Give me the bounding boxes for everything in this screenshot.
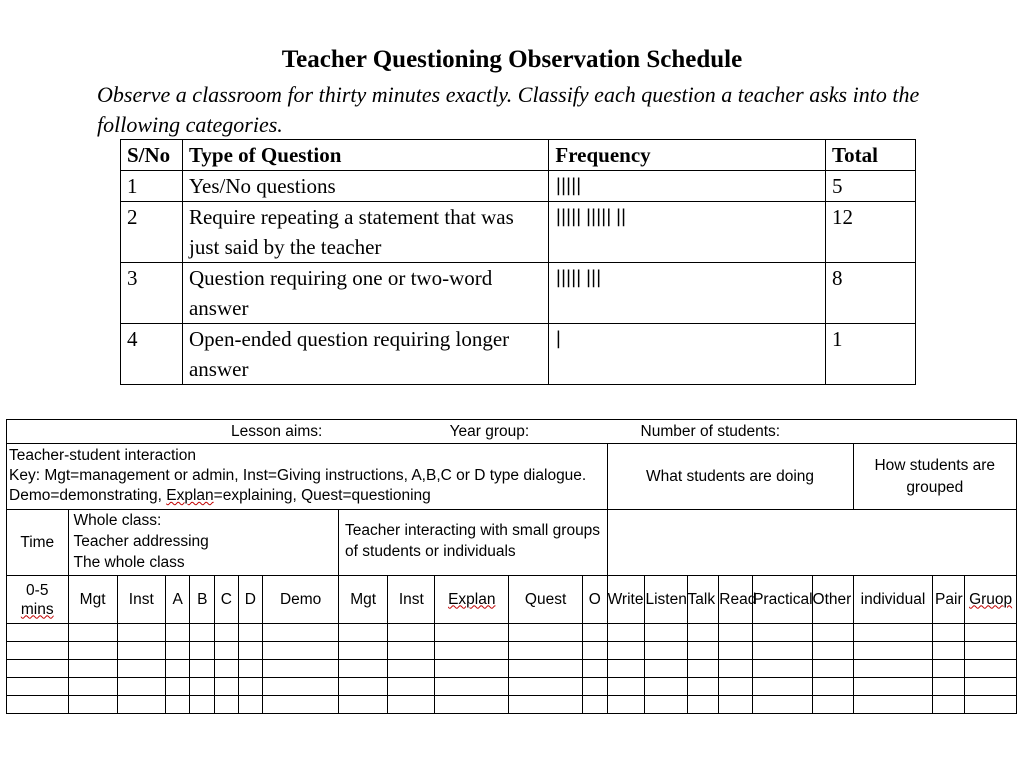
number-of-students-label: Number of students: xyxy=(640,422,781,440)
row-type: Open-ended question requiring longer answer xyxy=(182,324,548,385)
column-header-row xyxy=(7,576,1017,624)
row-total: 5 xyxy=(826,171,916,202)
grid-cell xyxy=(509,624,583,642)
grid-cell xyxy=(435,696,509,714)
instructions-text: Observe a classroom for thirty minutes exactly. Classify each question a teacher asks into the following categories. xyxy=(97,82,920,137)
table-header-row xyxy=(121,140,916,171)
grid-cell xyxy=(190,624,215,642)
col-group-label: Gruop xyxy=(969,590,1013,608)
grid-cell xyxy=(607,678,645,696)
key-explan-text: Explan xyxy=(166,487,214,504)
grid-cell xyxy=(645,696,687,714)
whole-class-line-1: Whole class: xyxy=(73,512,162,529)
whole-class-line-3: The whole class xyxy=(73,554,185,571)
grid-cell xyxy=(238,624,263,642)
grid-cell xyxy=(812,624,853,642)
page-title: Teacher Questioning Observation Schedule xyxy=(281,46,743,73)
row-frequency-tally: ||||| ||| xyxy=(549,263,826,324)
grid-cell xyxy=(509,678,583,696)
row-type: Yes/No questions xyxy=(182,171,548,202)
table-row xyxy=(7,624,1017,642)
grid-cell xyxy=(933,624,965,642)
row-total: 12 xyxy=(826,202,916,263)
col-pair: Pair xyxy=(933,576,965,624)
grid-cell xyxy=(339,660,388,678)
table-row xyxy=(7,696,1017,714)
year-group-label: Year group: xyxy=(449,422,530,440)
time-first-interval xyxy=(7,576,69,624)
grid-cell xyxy=(753,696,812,714)
grid-cell xyxy=(435,678,509,696)
col-listen: Listen xyxy=(645,576,687,624)
grid-cell xyxy=(933,642,965,660)
lesson-aims-label: Lesson aims: xyxy=(231,422,323,440)
col-a: A xyxy=(165,576,190,624)
col-inst-small: Inst xyxy=(388,576,435,624)
col-other: Other xyxy=(812,576,853,624)
col-b: B xyxy=(190,576,215,624)
grid-cell xyxy=(388,678,435,696)
table-row xyxy=(121,263,916,324)
grid-cell xyxy=(68,696,117,714)
grid-cell xyxy=(719,660,753,678)
section-header-row xyxy=(7,510,1017,576)
interaction-title: Teacher-student interaction xyxy=(9,447,196,464)
whole-class-line-2: Teacher addressing xyxy=(73,533,209,550)
row-total: 1 xyxy=(826,324,916,385)
table-row xyxy=(7,642,1017,660)
grid-cell xyxy=(7,624,69,642)
grid-cell xyxy=(687,696,719,714)
row-frequency-tally: | xyxy=(549,324,826,385)
grid-cell xyxy=(339,678,388,696)
header-type: Type of Question xyxy=(182,140,548,171)
grid-cell xyxy=(853,642,933,660)
table-row xyxy=(121,324,916,385)
grid-cell xyxy=(853,678,933,696)
key-row xyxy=(7,444,1017,510)
col-group xyxy=(965,576,1017,624)
row-frequency-tally: ||||| xyxy=(549,171,826,202)
grid-cell xyxy=(645,660,687,678)
grid-cell xyxy=(853,660,933,678)
grid-cell xyxy=(645,624,687,642)
grid-cell xyxy=(68,624,117,642)
grid-cell xyxy=(687,660,719,678)
grid-cell xyxy=(509,660,583,678)
grid-cell xyxy=(753,678,812,696)
grid-cell xyxy=(607,660,645,678)
grid-cell xyxy=(687,624,719,642)
row-frequency-tally: ||||| ||||| || xyxy=(549,202,826,263)
grid-cell xyxy=(435,642,509,660)
grid-cell xyxy=(719,642,753,660)
grid-cell xyxy=(965,624,1017,642)
row-sno: 3 xyxy=(121,263,183,324)
grid-cell xyxy=(215,696,239,714)
grid-cell xyxy=(190,660,215,678)
col-quest: Quest xyxy=(509,576,583,624)
what-students-doing-header: What students are doing xyxy=(607,444,853,510)
grid-cell xyxy=(215,642,239,660)
empty-header-cell xyxy=(607,510,1016,576)
row-type: Question requiring one or two-word answer xyxy=(182,263,548,324)
time-unit: mins xyxy=(20,600,54,618)
grid-cell xyxy=(719,696,753,714)
header-frequency: Frequency xyxy=(549,140,826,171)
grid-cell xyxy=(263,696,339,714)
grid-cell xyxy=(853,696,933,714)
grid-cell xyxy=(165,642,190,660)
grid-cell xyxy=(607,696,645,714)
grid-cell xyxy=(582,624,607,642)
grid-cell xyxy=(645,678,687,696)
grid-cell xyxy=(339,624,388,642)
key-line-2 xyxy=(9,486,605,506)
grid-cell xyxy=(68,678,117,696)
grid-cell xyxy=(388,624,435,642)
col-mgt: Mgt xyxy=(68,576,117,624)
grid-cell xyxy=(607,642,645,660)
grid-cell xyxy=(263,642,339,660)
key-demo-text: Demo=demonstrating, xyxy=(9,487,167,504)
grid-cell xyxy=(238,660,263,678)
time-header: Time xyxy=(7,510,69,576)
grid-cell xyxy=(582,696,607,714)
header-total: Total xyxy=(826,140,916,171)
grid-cell xyxy=(117,696,165,714)
grid-cell xyxy=(509,696,583,714)
grid-cell xyxy=(215,678,239,696)
grid-cell xyxy=(645,642,687,660)
how-students-grouped-header: How students are grouped xyxy=(853,444,1016,510)
grid-cell xyxy=(388,660,435,678)
grid-cell xyxy=(215,624,239,642)
grid-cell xyxy=(965,660,1017,678)
grid-cell xyxy=(165,678,190,696)
grid-cell xyxy=(7,696,69,714)
grid-cell xyxy=(7,678,69,696)
table-row xyxy=(7,678,1017,696)
lesson-info-row xyxy=(7,420,1017,444)
grid-cell xyxy=(435,660,509,678)
grid-cell xyxy=(165,696,190,714)
grid-cell xyxy=(933,678,965,696)
col-c: C xyxy=(215,576,239,624)
grid-cell xyxy=(117,660,165,678)
grid-cell xyxy=(812,660,853,678)
grid-cell xyxy=(719,678,753,696)
key-line-1: Key: Mgt=management or admin, Inst=Giving instructions, A,B,C or D type dialogue. xyxy=(9,467,587,484)
grid-cell xyxy=(388,642,435,660)
grid-cell xyxy=(933,696,965,714)
question-type-table xyxy=(120,139,916,385)
col-read: Read xyxy=(719,576,753,624)
grid-cell xyxy=(117,642,165,660)
grid-cell xyxy=(68,660,117,678)
grid-cell xyxy=(165,624,190,642)
col-d: D xyxy=(238,576,263,624)
grid-cell xyxy=(582,678,607,696)
col-mgt-small: Mgt xyxy=(339,576,388,624)
whole-class-header xyxy=(68,510,339,576)
grid-cell xyxy=(607,624,645,642)
row-total: 8 xyxy=(826,263,916,324)
col-inst: Inst xyxy=(117,576,165,624)
grid-cell xyxy=(117,624,165,642)
grid-cell xyxy=(190,642,215,660)
row-sno: 1 xyxy=(121,171,183,202)
col-write: Write xyxy=(607,576,645,624)
grid-cell xyxy=(509,642,583,660)
grid-cell xyxy=(812,696,853,714)
grid-cell xyxy=(687,642,719,660)
grid-cell xyxy=(238,642,263,660)
col-explan-label: Explan xyxy=(448,590,496,608)
grid-cell xyxy=(190,696,215,714)
grid-cell xyxy=(719,624,753,642)
grid-cell xyxy=(435,624,509,642)
grid-cell xyxy=(339,696,388,714)
grid-cell xyxy=(753,624,812,642)
grid-cell xyxy=(687,678,719,696)
col-o: O xyxy=(582,576,607,624)
time-range: 0-5 xyxy=(26,581,49,599)
grid-cell xyxy=(965,642,1017,660)
col-demo: Demo xyxy=(263,576,339,624)
grid-cell xyxy=(117,678,165,696)
row-type: Require repeating a statement that was just said by the teacher xyxy=(182,202,548,263)
grid-cell xyxy=(190,678,215,696)
grid-cell xyxy=(388,696,435,714)
grid-cell xyxy=(263,624,339,642)
col-talk: Talk xyxy=(687,576,719,624)
header-sno: S/No xyxy=(121,140,183,171)
grid-cell xyxy=(215,660,239,678)
table-row xyxy=(7,660,1017,678)
grid-cell xyxy=(7,660,69,678)
grid-cell xyxy=(165,660,190,678)
grid-cell xyxy=(263,678,339,696)
grid-cell xyxy=(238,678,263,696)
observation-grid xyxy=(6,419,1017,714)
grid-cell xyxy=(853,624,933,642)
grid-cell xyxy=(68,642,117,660)
grid-cell xyxy=(753,642,812,660)
grid-cell xyxy=(339,642,388,660)
grid-cell xyxy=(812,642,853,660)
grid-cell xyxy=(965,696,1017,714)
col-individual: individual xyxy=(853,576,933,624)
grid-cell xyxy=(933,660,965,678)
grid-cell xyxy=(753,660,812,678)
table-row xyxy=(121,171,916,202)
grid-cell xyxy=(812,678,853,696)
table-row xyxy=(121,202,916,263)
row-sno: 2 xyxy=(121,202,183,263)
grid-cell xyxy=(582,642,607,660)
grid-cell xyxy=(965,678,1017,696)
key-quest-text: =explaining, Quest=questioning xyxy=(213,487,431,504)
grid-cell xyxy=(263,660,339,678)
col-practical: Practical xyxy=(753,576,812,624)
grid-cell xyxy=(582,660,607,678)
small-groups-header: Teacher interacting with small groups of students or individuals xyxy=(339,510,608,576)
col-explan xyxy=(435,576,509,624)
grid-cell xyxy=(238,696,263,714)
grid-cell xyxy=(7,642,69,660)
row-sno: 4 xyxy=(121,324,183,385)
